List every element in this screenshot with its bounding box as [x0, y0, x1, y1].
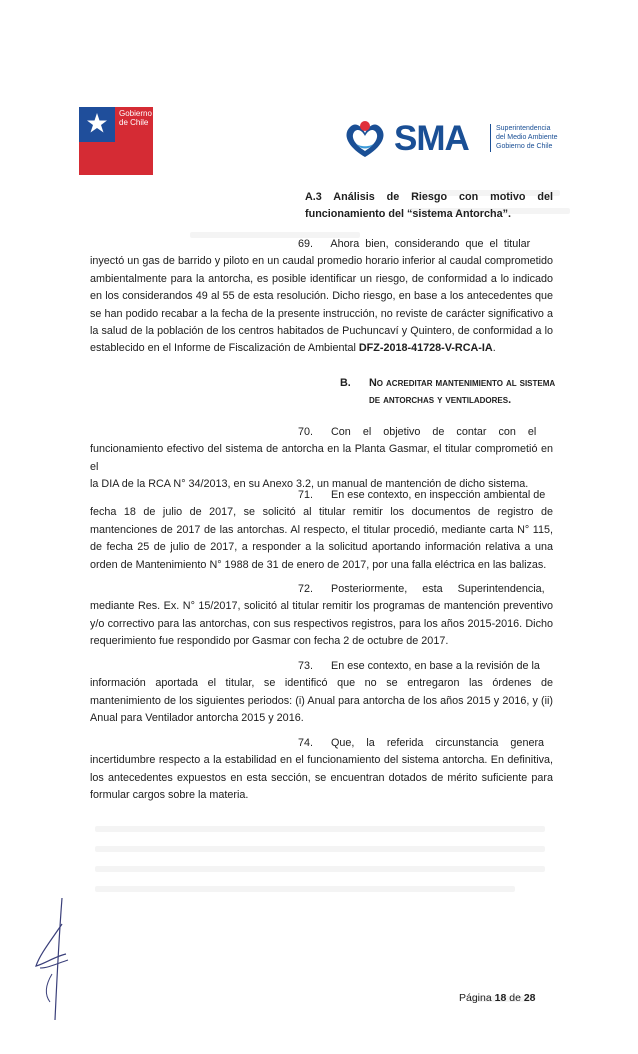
- logo-red-field: [79, 142, 115, 175]
- sma-emblem-icon: [336, 117, 394, 161]
- paragraph-line: los antecedentes expuestos en esta sección, se encuentran dotados de mérito suficiente para: [90, 771, 553, 784]
- paragraph-first-line: 69. Ahora bien, considerando que el titular: [298, 238, 531, 250]
- paragraph-line: y/o correctivo para las antorchas, con sus respectivos registros, para los años 2015-2016. Dicho: [90, 617, 553, 630]
- paragraph-line: mediante Res. Ex. N° 15/2017, solicitó al titular remitir los programas de mantención preventivo: [90, 600, 553, 613]
- show-through-mark: [95, 866, 545, 872]
- paragraph-first-line: 72. Posteriormente, esta Superintendencia,: [298, 583, 545, 595]
- show-through-mark: [95, 846, 545, 852]
- gobierno-de-chile-logo: [79, 107, 153, 175]
- paragraph-line: información aportada el titular, se identificó que no se entregaron las órdenes de: [90, 677, 553, 690]
- paragraph-last-line: requerimiento fue respondido por Gasmar con fecha 2 de octubre de 2017.: [90, 635, 449, 648]
- current-page: 18: [494, 992, 507, 1004]
- sma-divider: [490, 124, 491, 152]
- paragraph-line: fecha 18 de julio de 2017, se solicitó al titular remitir los documentos de registro de: [90, 506, 553, 519]
- coat-of-arms-icon: [81, 111, 113, 139]
- paragraph-line: ambientalmente para la antorcha, es posible identificar un riesgo, de conformidad a lo indicado: [90, 272, 553, 285]
- section-a3-heading: A.3 Análisis de Riesgo con motivo del funcionamiento del “sistema Antorcha”.: [305, 191, 553, 221]
- paragraph-71: [90, 487, 553, 574]
- paragraph-line: incertidumbre respecto a la estabilidad en el funcionamiento del sistema antorcha. En definitiva,: [90, 754, 553, 767]
- paragraph-line: funcionamiento efectivo del sistema de antorcha en la Planta Gasmar, el titular comprometió en el: [90, 443, 553, 473]
- handwritten-signature: [22, 894, 92, 1024]
- paragraph-line: inyectó un gas de barrido y piloto en un caudal promedio horario inferior al caudal comprometido: [90, 255, 553, 268]
- paragraph-74: [90, 735, 553, 805]
- show-through-mark: [95, 886, 515, 892]
- paragraph-last-line: formular cargos sobre la materia.: [90, 789, 249, 802]
- report-reference: DFZ-2018-41728-V-RCA-IA: [358, 342, 493, 355]
- paragraph-last-line: la DIA de la RCA N° 34/2013, en su Anexo 3.2, un manual de mantención de dicho sistema.: [90, 478, 529, 491]
- paragraph-line: se han podido recabar a la fecha de la presente instrucción, no reviste de carácter significativo a: [90, 307, 553, 320]
- paragraph-first-line: 70. Con el objetivo de contar con el: [298, 426, 537, 438]
- paragraph-line: mantenimiento de los siguientes periodos: (i) Anual para antorcha de los años 2015 y 2016, y (ii): [90, 694, 553, 707]
- paragraph-first-line: 74. Que, la referida circunstancia genera: [298, 737, 545, 749]
- paragraph-70: [90, 424, 553, 494]
- paragraph-first-line: 73. En ese contexto, en base a la revisión de la: [298, 660, 540, 672]
- show-through-mark: [95, 826, 545, 832]
- paragraph-69: [90, 236, 553, 358]
- sma-wordmark: SMA: [394, 119, 469, 158]
- paragraph-line: la salud de la población de los centros habitados de Puchuncaví y Quintero, de conformidad a lo: [90, 325, 553, 338]
- paragraph-last-line: Anual para Ventilador antorcha 2015 y 2016.: [90, 712, 304, 725]
- section-b-heading: B. No acreditar mantenimiento al sistema de antorchas y ventiladores.: [340, 377, 556, 407]
- paragraph-line: de fecha 25 de julio de 2017, a responder a la solicitud aportando información relativa a una: [90, 541, 553, 554]
- paragraph-line: mantenciones de 2017 de las antorchas. Al respecto, el titular procedió, mediante carta N° 115,: [90, 523, 553, 536]
- paragraph-last-line: establecido en el Informe de Fiscalización de Ambiental DFZ-2018-41728-V-RCA-IA.: [90, 342, 496, 355]
- page-number: Página 18 de 28: [459, 992, 536, 1004]
- paragraph-73: [90, 658, 553, 728]
- sma-logo: [336, 117, 560, 161]
- paragraph-first-line: 71. En ese contexto, en inspección ambiental de: [298, 489, 546, 501]
- paragraph-last-line: orden de Mantenimiento N° 1988 de 31 de enero de 2017, por una falla eléctrica en las balizas.: [90, 558, 547, 571]
- total-pages: 28: [523, 992, 536, 1004]
- paragraph-line: en los considerandos 49 al 55 de esta resolución. Dicho riesgo, en base a los antecedentes que: [90, 290, 553, 303]
- paragraph-72: [90, 581, 553, 651]
- gobierno-label: Gobierno de Chile: [119, 109, 152, 127]
- sma-subtitle: Superintendencia del Medio Ambiente Gobierno de Chile: [496, 125, 558, 150]
